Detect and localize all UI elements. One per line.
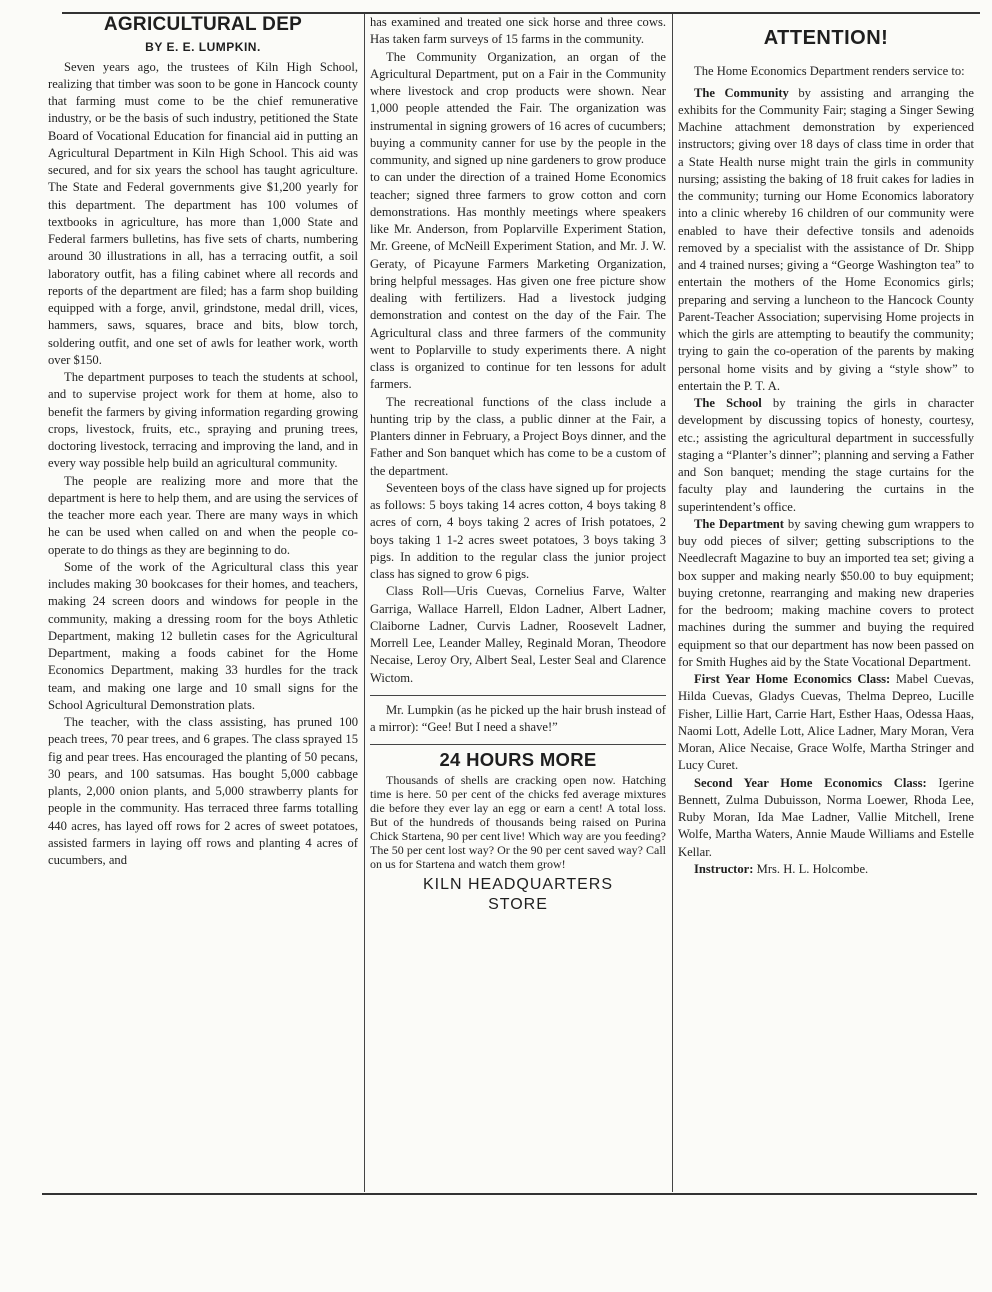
section-lead: The Department bbox=[694, 516, 784, 531]
first-year-class bbox=[678, 671, 974, 775]
second-year-class bbox=[678, 775, 974, 861]
section-text: Igerine Bennett, Zulma Dubuisson, Norma Loewer, Rhoda Lee, Ruby Moran, Ida Mae Ladner, Vallie Mitchell, Irene Wolfe, Martha Waters, Annie Maude Williams and Estelle Kellar. bbox=[678, 775, 974, 859]
article-paragraph: The recreational functions of the class include a hunting trip by the class, a public dinner at the Fair, a Planters dinner in February, a Project Boys dinner, and the Father and Son banquet which has come to be a custom of the department. bbox=[370, 394, 666, 478]
section-lead: The Community bbox=[694, 85, 789, 100]
section-lead: First Year Home Economics Class: bbox=[694, 672, 891, 686]
column-divider-right bbox=[672, 14, 673, 1192]
instructor-line bbox=[678, 861, 974, 878]
section-lead: Instructor: bbox=[694, 861, 754, 876]
department-section bbox=[678, 516, 974, 671]
article-paragraph: Seven years ago, the trustees of Kiln High School, realizing that timber was soon to be gone in Hancock county that farming must come to be the chief remunerative industry, or be the basis of such industry, petitioned the State Board of Vocational Education for financial aid in putting an Agricultural Department in Kiln High School. This aid was secured, and for six years the school has taught agriculture. The State and Federal governments give $1,200 yearly for this department. The department has 100 volumes of textbooks in agriculture, has more than 1,000 State and Federal farmers bulletins, has five sets of charts, numbering around 30 illustrations in all, has a terracing outfit, a soil laboratory outfit, has a filing cabinet where all records and reports of the department are filed; has a farm shop building equipped with a forge, anvil, grindstone, medal drill, vices, hammers, saws, squares, brace and bits, blow torch, soldering outfit, and one set of awls for leather work, worth over $150. bbox=[48, 59, 358, 367]
attention-intro: The Home Economics Department renders service to: bbox=[694, 64, 965, 79]
article-paragraph: The department purposes to teach the students at school, and to supervise project work for them at home, also to benefit the farmers by giving information regarding growing crops, livestock, fruits, etc., spraying and pruning trees, doctoring livestock, terracing and improving the land, and in every way possible help build an agricultural community. bbox=[48, 370, 358, 471]
section-text: by assisting and arranging the exhibits for the Community Fair; staging a Singer Sewing Machine attachment demonstration by experienced instructors; giving over 18 days of class time in order that a State Health nurse might train the girls in community nursing; assisting the baking of 18 fruit cakes for ladies in the community; turning our Home Economics laboratory into a clinic whereby 16 children of our community were enabled to have their defective tonsils and adenoids removed by a specialist with the assistance of Dr. Shipp and 4 trained nurses; giving a “George Washington tea” to entertain the mothers of the Home Economics girls; preparing and serving a luncheon to the Hancock County Parent-Teacher Association; supervising Home projects in which the girls are attempting to beautify the community; trying to gain the co-operation of the parents by making personal home visits and by giving a “style show” to entertain the P. T. A. bbox=[678, 85, 974, 393]
ad-title: 24 HOURS MORE bbox=[439, 749, 597, 771]
section-text: by training the girls in character development by discussing topics of honesty, courtesy, etc.; assisting the agricultural department in successfully staging a “Planter’s dinner”; planning and serving a Father and Son banquet; mending the stage curtains for the faculty play and laundering the curtains in the superintendent’s office. bbox=[678, 396, 974, 514]
home-economics-article bbox=[678, 14, 974, 1192]
section-divider bbox=[370, 695, 666, 696]
section-text: Mrs. H. L. Holcombe. bbox=[753, 861, 869, 876]
section-divider bbox=[370, 744, 666, 745]
class-roll: Class Roll—Uris Cuevas, Cornelius Farve, Walter Garriga, Wallace Harrell, Eldon Ladner, Albert Ladner, Claiborne Ladner, Curvis Ladner, Roosevelt Ladner, Morrell Lee, Leander Malley, Reginald Moran, Theodore Necaise, Leroy Ory, Albert Seal, Lester Seal and Clarence Wictom. bbox=[370, 584, 666, 685]
article-byline: BY E. E. LUMPKIN. bbox=[145, 40, 261, 55]
ad-signature-line: KILN HEADQUARTERS bbox=[422, 875, 614, 893]
ad-body: Thousands of shells are cracking open now. Hatching time is here. 50 per cent of the chicks fed average mixtures die before they ever lay an egg or earn a cent! A total loss. But of the hundreds of thousands being raised on Purina Chick Startena, 90 per cent live! Which way are you feeding? The 50 per cent lost way? Or the 90 per cent saved way? Call on us for Startena and watch them grow! bbox=[370, 772, 666, 871]
article-continuation: has examined and treated one sick horse and three cows. Has taken farm surveys of 15 farms in the community. bbox=[370, 15, 666, 47]
section-text: by saving chewing gum wrappers to buy odd pieces of silver; getting subscriptions to the Needlecraft Magazine to buy an imported tea set; giving a box supper and making nearly $50.00 to buy equipment; buying cretonne, rearranging and making new draperies for the bedroom; making machine covers to protect machines during the summer and buying the required equipment so that our department has now been passed on for Smith Hughes aid by the State Vocational Department. bbox=[678, 516, 974, 669]
article-paragraph: Some of the work of the Agricultural class this year includes making 30 bookcases for their homes, and teachers, making 24 screen doors and windows for people in the community, making a dressing room for the boys Athletic Department, making 12 bulletin cases for the Agricultural Department, making a foods cabinet for the Home Economics Department, making 33 hurdles for the track team, and making one large and 10 small signs for the School Agricultural Demonstration plats. bbox=[48, 559, 358, 712]
ad-signature-line: STORE bbox=[488, 895, 548, 913]
section-text: Mabel Cuevas, Hilda Cuevas, Gladys Cuevas, Thelma Depreo, Lucille Fisher, Lillie Hart, Carrie Hart, Esther Haas, Odessa Haas, Naomi Lott, Adelle Lott, Alice Ladner, Mary Moran, Vera Moran, Alice Necaise, Grace Wolfe, Martha Stringer and Lucy Curet. bbox=[678, 672, 974, 773]
article-paragraph: The teacher, with the class assisting, has pruned 100 peach trees, 70 pear trees, and 6 grapes. The class sprayed 15 fig and pear trees. Has encouraged the planting of 50 pecans, 30 pears, and 100 satsumas. Has bought 5,000 cabbage plants, 2,000 onion plants, and 5,000 strawberry plants for people in the community. Has terraced three farms totalling 440 acres, has layed off rows for 2 acres of sweet potatoes, assisted farmers in laying off rows and planting 4 acres of cucumbers, and bbox=[48, 715, 358, 867]
article-title: AGRICULTURAL DEP bbox=[103, 14, 303, 35]
section-lead: The School bbox=[694, 396, 762, 410]
agricultural-article bbox=[48, 14, 358, 1190]
humor-quote: Mr. Lumpkin (as he picked up the hair brush instead of a mirror): “Gee! But I need a shave!” bbox=[370, 702, 666, 734]
ad-signature bbox=[370, 875, 666, 915]
community-section bbox=[678, 85, 974, 396]
section-lead: Second Year Home Economics Class: bbox=[694, 775, 927, 790]
school-section bbox=[678, 395, 974, 516]
middle-column bbox=[370, 14, 666, 1194]
attention-title: ATTENTION! bbox=[763, 27, 889, 49]
article-paragraph: The people are realizing more and more that the department is here to help them, and are using the services of the teacher more each year. There are many ways in which he can be used when called on and when the people co-operate to do things as they are beginning to do. bbox=[48, 473, 358, 557]
column-divider-left bbox=[364, 14, 365, 1192]
article-paragraph: The Community Organization, an organ of the Agricultural Department, put on a Fair in the Community where livestock and crop products were shown. Near 1,000 people attended the Fair. The organization was instrumental in signing growers of 16 acres of cucumbers; buying a community canner for use by the people in the community, and signed up nine gardeners to grow produce to can under the direction of a trained Home Economics teacher; signed three farmers to grow cotton and corn demonstrations. Has monthly meetings where speakers like Mr. Anderson, from Poplarville Experiment Station, Mr. Greene, of McNeill Experiment Station, and Mr. J. W. Geraty, of Picayune Farmers Marketing Organization, bring helpful messages. Has given one free picture show dealing with fertilizers. Had a livestock judging demonstration and contest on the day of the Fair. The Agricultural class and three farmers of the community went to Poplarville to study experiments there. A night class is organized to continue for ten lessons for adult farmers. bbox=[370, 49, 666, 392]
article-paragraph: Seventeen boys of the class have signed up for projects as follows: 5 boys taking 14 acres cotton, 4 boys taking 8 acres of corn, 4 boys taking 2 acres of Irish potatoes, 2 boys taking 1 1-2 acres sweet potatoes, 3 boys taking 3 pigs. In addition to the regular class the junior project class has signed to grow 6 pigs. bbox=[370, 480, 666, 581]
